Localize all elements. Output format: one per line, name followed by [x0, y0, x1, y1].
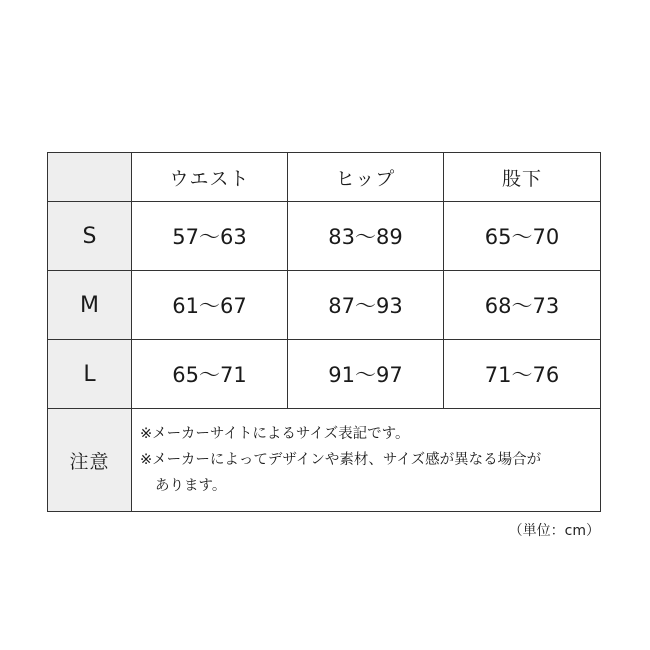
table-header-row	[48, 153, 601, 202]
hip-value-l: 91〜97	[288, 340, 444, 409]
header-inseam: 股下	[444, 153, 601, 202]
note-content	[132, 409, 601, 512]
table-row-s	[48, 202, 601, 271]
header-waist: ウエスト	[132, 153, 288, 202]
waist-value-l: 65〜71	[132, 340, 288, 409]
table-row-l	[48, 340, 601, 409]
waist-value-s: 57〜63	[132, 202, 288, 271]
waist-value-m: 61〜67	[132, 271, 288, 340]
hip-value-m: 87〜93	[288, 271, 444, 340]
table-row-note	[48, 409, 601, 512]
size-label-s: S	[48, 202, 132, 271]
table-row-m	[48, 271, 601, 340]
size-label-m: M	[48, 271, 132, 340]
corner-cell	[48, 153, 132, 202]
inseam-value-m: 68〜73	[444, 271, 601, 340]
inseam-value-s: 65〜70	[444, 202, 601, 271]
note-line-2: ※メーカーによってデザインや素材、サイズ感が異なる場合が	[140, 452, 542, 468]
inseam-value-l: 71〜76	[444, 340, 601, 409]
note-label: 注意	[48, 409, 132, 512]
size-chart-table	[47, 152, 601, 512]
hip-value-s: 83〜89	[288, 202, 444, 271]
size-label-l: L	[48, 340, 132, 409]
note-line-1: ※メーカーサイトによるサイズ表記です。	[140, 426, 410, 442]
unit-note: （単位：cm）	[508, 523, 600, 539]
note-line-3: あります。	[155, 478, 227, 494]
header-hip: ヒップ	[288, 153, 444, 202]
